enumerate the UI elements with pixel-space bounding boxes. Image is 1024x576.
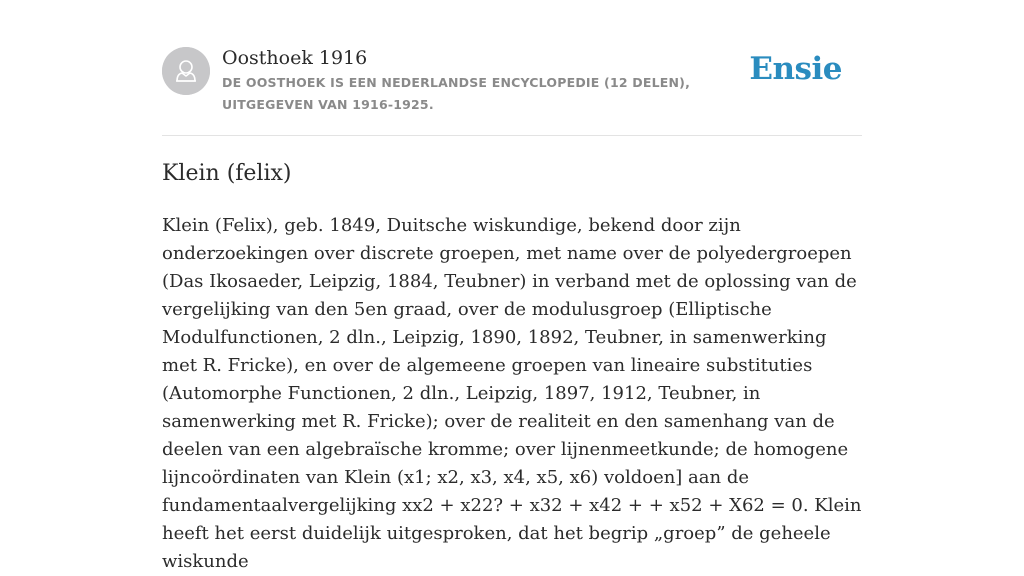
source-title[interactable]: Oosthoek 1916	[222, 47, 368, 69]
article-title: Klein (felix)	[162, 161, 292, 186]
source-header	[162, 46, 862, 136]
divider	[162, 135, 862, 136]
source-description: DE OOSTHOEK IS EEN NEDERLANDSE ENCYCLOPEDIE (12 DELEN), UITGEGEVEN VAN 1916-1925.	[222, 75, 691, 112]
article-body: Klein (Felix), geb. 1849, Duitsche wiskundige, bekend door zijn onderzoekingen over discrete groepen, met name over de polyedergroepen (Das Ikosaeder, Leipzig, 1884, Teubner) in verband met de oplossing van de vergelijking van den 5en graad, over de modulusgroep (Elliptische Modulfunctionen, 2 dln., Leipzig, 1890, 1892, Teubner, in samenwerking met R. Fricke), en over de algemeene groepen van lineaire substituties (Automorphe Functionen, 2 dln., Leipzig, 1897, 1912, Teubner, in samenwerking met R. Fricke); over de realiteit en den samenhang van de deelen van een algebraïsche kromme; over lijnenmeetkunde; de homogene lijncoördinaten van Klein (x1; x2, x3, x4, x5, x6) voldoen] aan de fundamentaalvergelijking xx2 + x22? + x32 + x42 + + x52 + X62 = 0. Klein heeft het eerst duidelijk uitgesproken, dat het begrip „groep” de geheele wiskunde	[162, 215, 862, 572]
brand-logo[interactable]: Ensie	[749, 51, 842, 87]
user-icon[interactable]	[162, 47, 210, 95]
